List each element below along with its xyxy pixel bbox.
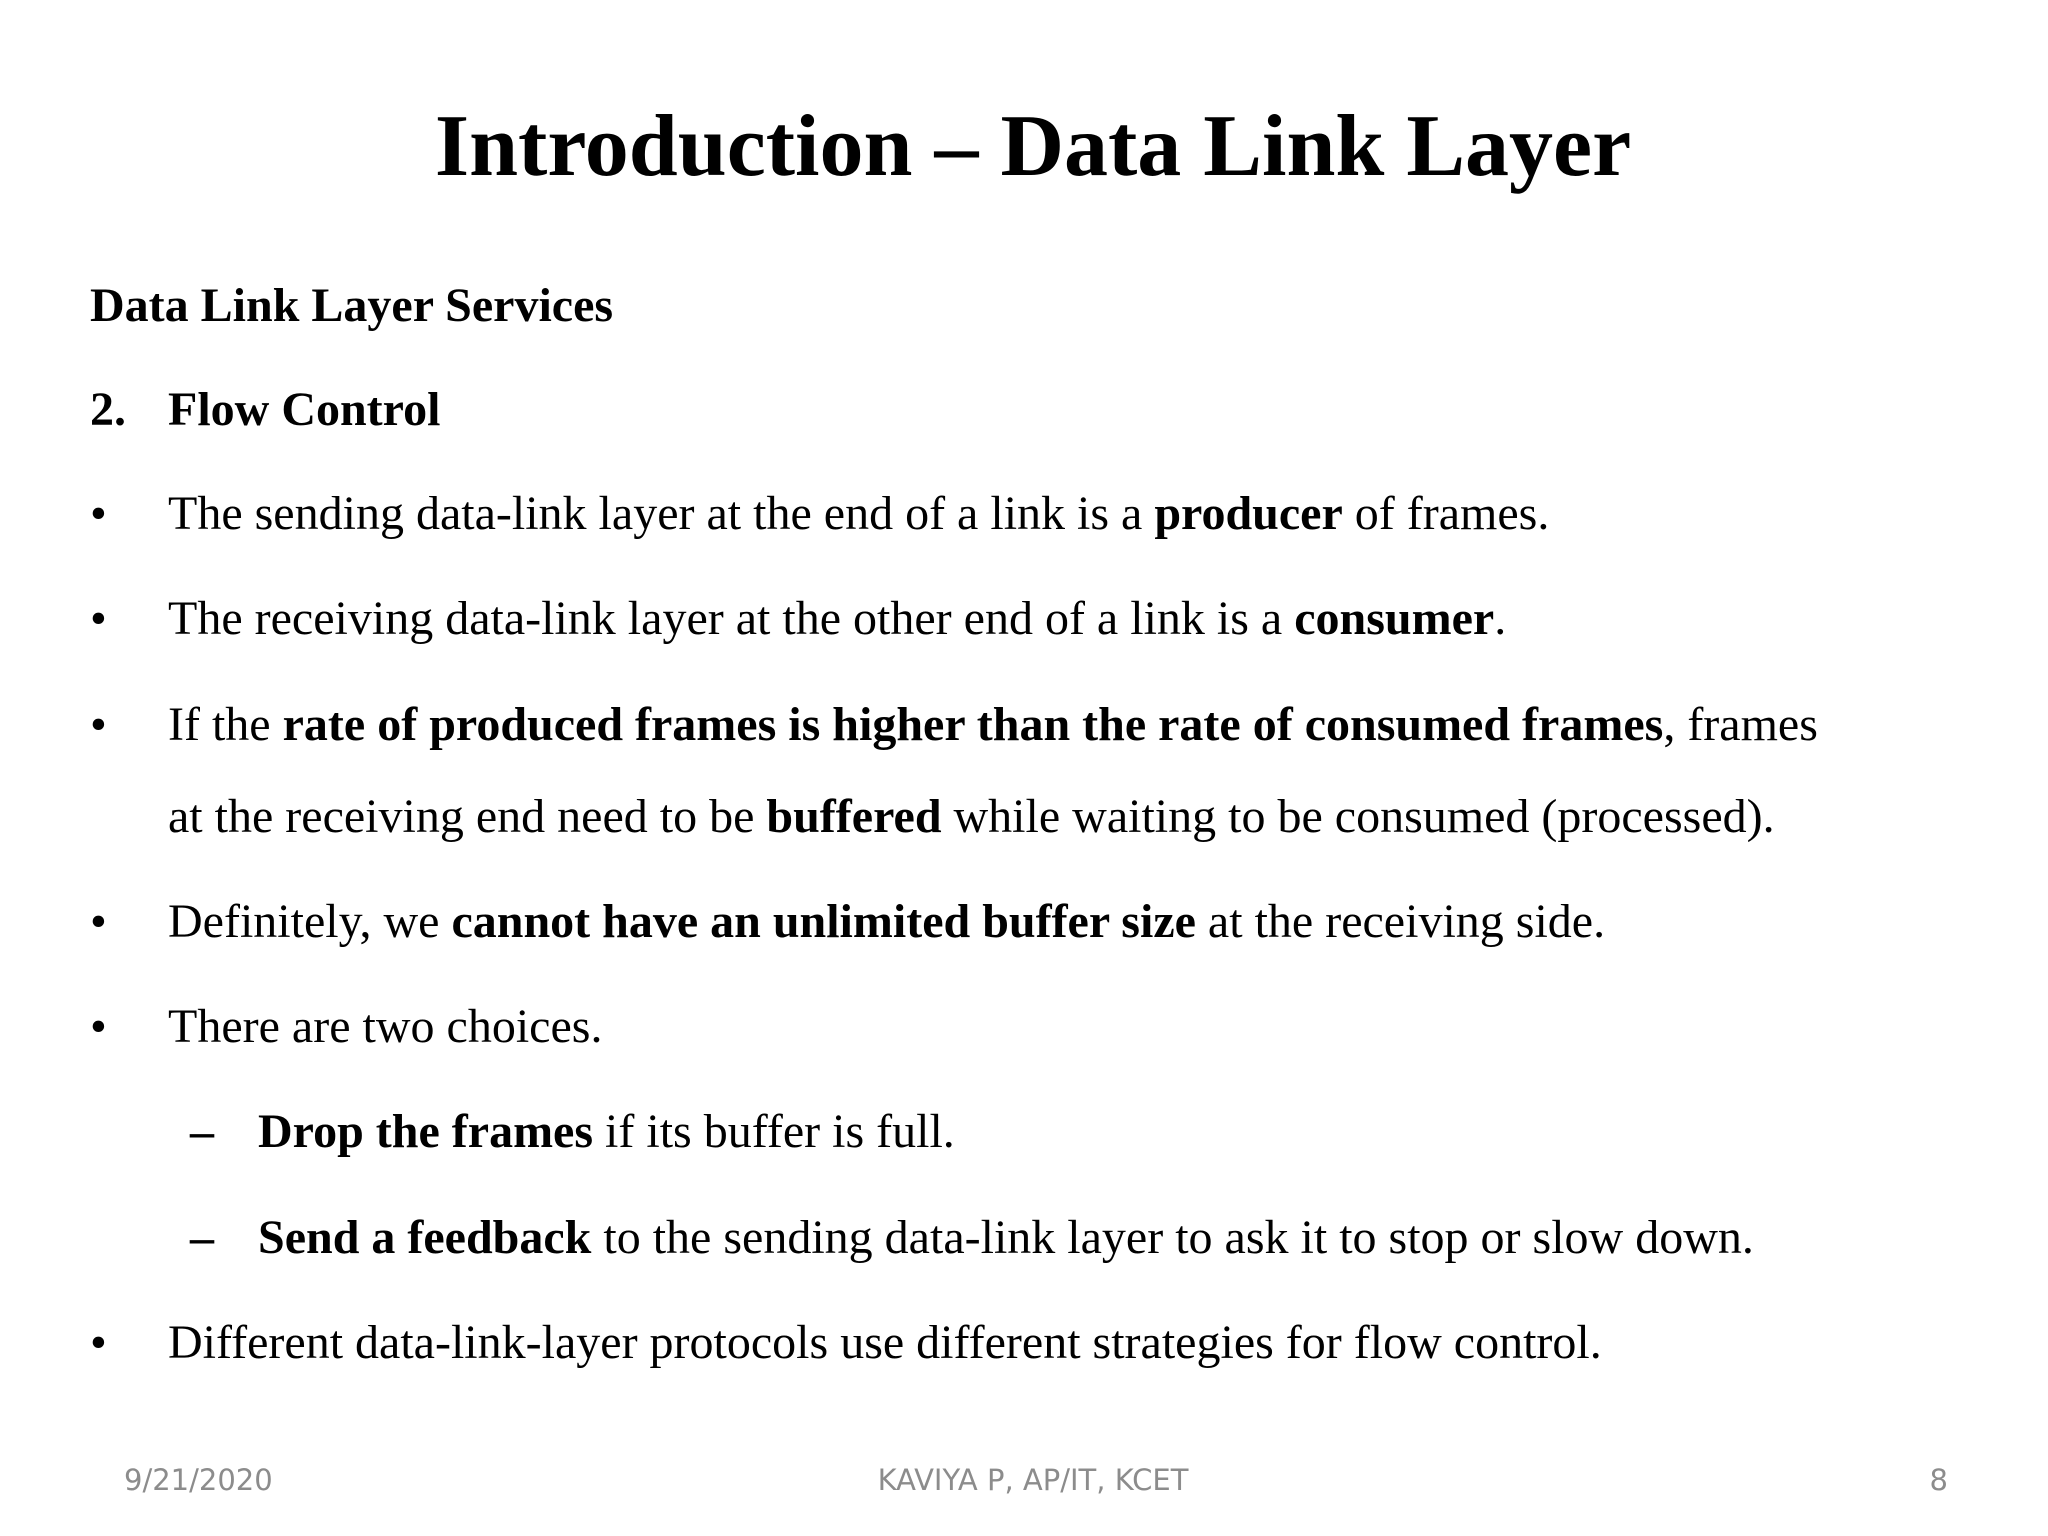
text-run-bold: producer (1154, 487, 1343, 540)
bullet-icon: • (90, 487, 107, 540)
text-run: to the sending data-link layer to ask it to stop or slow down. (591, 1211, 1754, 1264)
bullet-text (168, 486, 1549, 542)
text-run-bold: rate of produced frames is higher than the rate of consumed frames (282, 698, 1664, 751)
bullet-icon: • (90, 592, 107, 645)
text-run-bold: buffered (766, 790, 942, 843)
text-run: if its buffer is full. (593, 1105, 955, 1158)
text-run: The sending data-link layer at the end of a link is a (168, 487, 1155, 540)
bullet-text (168, 591, 1506, 647)
text-run: while waiting to be consumed (processed). (941, 790, 1775, 843)
slide-title: Introduction – Data Link Layer (434, 98, 1632, 195)
text-run: at the receiving side. (1195, 895, 1606, 948)
section-heading: Data Link Layer Services (90, 279, 614, 332)
dash-icon: – (190, 1105, 214, 1158)
text-run: The receiving data-link layer at the other end of a link is a (168, 592, 1295, 645)
text-run-bold: Send a feedback (258, 1211, 592, 1264)
text-run-bold: consumer (1294, 592, 1495, 645)
bullet-text: There are two choices. (168, 1000, 603, 1053)
bullet-icon: • (90, 1000, 107, 1053)
text-run: If the (168, 698, 283, 751)
sub-item-text (258, 1210, 1754, 1266)
text-run-bold: Drop the frames (258, 1105, 594, 1158)
footer-page-number: 8 (1929, 1463, 1948, 1497)
footer-author: KAVIYA P, AP/IT, KCET (877, 1463, 1189, 1497)
bullet-text (168, 697, 1818, 753)
bullet-icon: • (90, 698, 107, 751)
text-run: Definitely, we (168, 895, 452, 948)
text-run: . (1494, 592, 1507, 645)
text-run: of frames. (1342, 487, 1550, 540)
text-run-bold: cannot have an unlimited buffer size (451, 895, 1196, 948)
bullet-icon: • (90, 895, 107, 948)
bullet-icon: • (90, 1316, 107, 1369)
bullet-text-continuation (168, 789, 1775, 845)
bullet-text (168, 894, 1605, 950)
text-run: at the receiving end need to be (168, 790, 767, 843)
sub-item-text (258, 1104, 955, 1160)
dash-icon: – (190, 1211, 214, 1264)
item-number: 2. (90, 383, 126, 436)
item-label: Flow Control (168, 383, 441, 436)
bullet-text: Different data-link-layer protocols use different strategies for flow control. (168, 1316, 1602, 1369)
footer-date: 9/21/2020 (124, 1463, 273, 1497)
text-run: , frames (1663, 698, 1818, 751)
